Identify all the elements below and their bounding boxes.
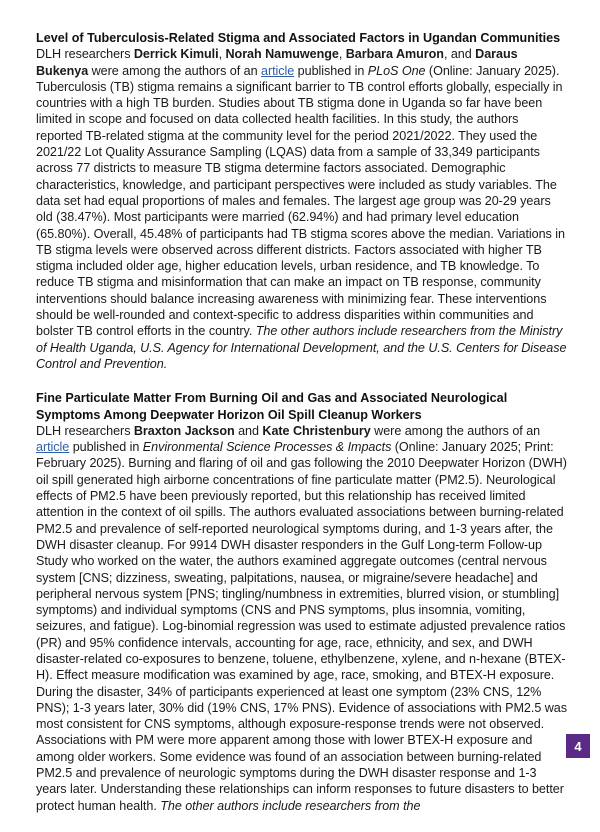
article-pm25-dwh bbox=[36, 390, 568, 814]
summary-text: (Online: January 2025; Print: February 2025). Burning and flaring of oil and gas following the 2010 Deepwater Horizon (DWH) oil spill generated high airborne concentrations of fine particulate matter (PM2.5). Neurological effects of PM2.5 have been previously reported, but this relationship has received limited attention in the context of oil spills. The authors evaluated associations between burning-related PM2.5 and prevalence of self-reported neurological symptoms during, and 1-3 years after, the DWH disaster cleanup. For 9914 DWH disaster responders in the Gulf Long-term Follow-up Study who worked on the water, the authors examined aggregate outcomes (central nervous system [CNS; dizziness, sweating, palpitations, nausea, or migraine/severe headache] and peripheral nervous system [PNS; tingling/numbness in extremities, blurred vision, or stumbling] symptoms) and individual symptoms (CNS and PNS symptoms, plus insomnia, vomiting, seizures, and fatigue). Log-binomial regression was used to estimate adjusted prevalence ratios (PR) and 95% confidence intervals, accounting for age, race, ethnicity, and sex, and DWH disaster-related co-exposures to benzene, toluene, ethylbenzene, xylene, and n-hexane (BTEX-H). Effect measure modification was examined by age, race, smoking, and BTEX-H exposure. During the disaster, 34% of participants experienced at least one symptom (23% CNS, 12% PNS); 1-3 years later, 30% did (19% CNS, 17% PNS). Evidence of associations with PM2.5 was most consistent for CNS symptoms, although exposure-response trends were not observed. Associations with PM were more apparent among those with lower BTEX-H exposure and among older workers. Some evidence was found of an association between burning-related PM2.5 and prevalence of neurologic symptoms during the DWH disaster response and 1-3 years later. Understanding these relationships can inform responses to future disasters to better protect human health. bbox=[36, 440, 567, 813]
intro-text: published in bbox=[69, 440, 143, 455]
separator: , bbox=[338, 47, 346, 62]
author-name: Kate Christenbury bbox=[262, 423, 371, 438]
author-name: Braxton Jackson bbox=[133, 423, 235, 438]
journal-name: Environmental Science Processes & Impacts bbox=[142, 440, 392, 455]
intro-text: DLH researchers bbox=[36, 423, 134, 438]
article-body bbox=[36, 46, 568, 372]
journal-name: PLoS One bbox=[367, 63, 426, 78]
article-link[interactable]: article bbox=[36, 440, 70, 455]
author-name: Norah Namuwenge bbox=[225, 47, 339, 62]
summary-text: (Online: January 2025). Tuberculosis (TB) stigma remains a significant barrier to TB control efforts globally, especially in countries with a high TB burden. Studies about TB stigma done in Uganda so far have been limited in scope and focused on data collected health facilities. In this study, the authors reported TB-related stigma at the community level for the period 2021/2022. They used the 2021/22 Lot Quality Assurance Sampling (LQAS) data from a sample of 33,349 participants across 77 districts to measure TB stigma determine factors associated. Demographic characteristics, knowledge, and participant perspectives were included as study variables. The data set had equal proportions of males and females. The largest age group was 20-29 years old (38.47%). Most participants were married (62.94%) and had primary level education (65.80%). Overall, 45.48% of participants had TB stigma scores above the median. Variations in TB stigma levels were observed across different districts. Factors associated with higher TB stigma included older age, higher education levels, urban residence, and TB knowledge. To reduce TB stigma and misinformation that can make an impact on TB response, community interventions should balance increasing awareness with minimizing fear. These interventions should be well-rounded and context-specific to address disparities within communities and bolster TB control efforts in the country. bbox=[36, 63, 565, 339]
intro-text: published in bbox=[294, 63, 368, 78]
page-content bbox=[36, 30, 568, 832]
article-tb-stigma bbox=[36, 30, 568, 372]
article-link[interactable]: article bbox=[260, 63, 295, 78]
author-name: Daraus Bukenya bbox=[36, 47, 518, 78]
article-title: Level of Tuberculosis-Related Stigma and Associated Factors in Ugandan Communities bbox=[36, 31, 561, 45]
closing-note: The other authors include researchers from the Ministry of Health Uganda, U.S. Agency for International Development, and the U.S. Centers for Disease Control and Prevention. bbox=[36, 324, 567, 371]
author-name: Derrick Kimuli bbox=[133, 47, 219, 62]
intro-text: were among the authors of an bbox=[370, 423, 541, 438]
separator: , bbox=[218, 47, 226, 62]
intro-text: were among the authors of an bbox=[88, 63, 261, 78]
separator: , and bbox=[443, 47, 476, 62]
author-name: Barbara Amuron bbox=[345, 47, 444, 62]
article-title: Fine Particulate Matter From Burning Oil and Gas and Associated Neurological Symptoms Among Deepwater Horizon Oil Spill Cleanup Workers bbox=[36, 391, 508, 422]
article-body bbox=[36, 423, 568, 814]
separator: and bbox=[234, 423, 263, 438]
closing-note: The other authors include researchers from the bbox=[160, 798, 421, 813]
page-number-badge: 4 bbox=[566, 734, 590, 758]
intro-text: DLH researchers bbox=[36, 47, 134, 62]
